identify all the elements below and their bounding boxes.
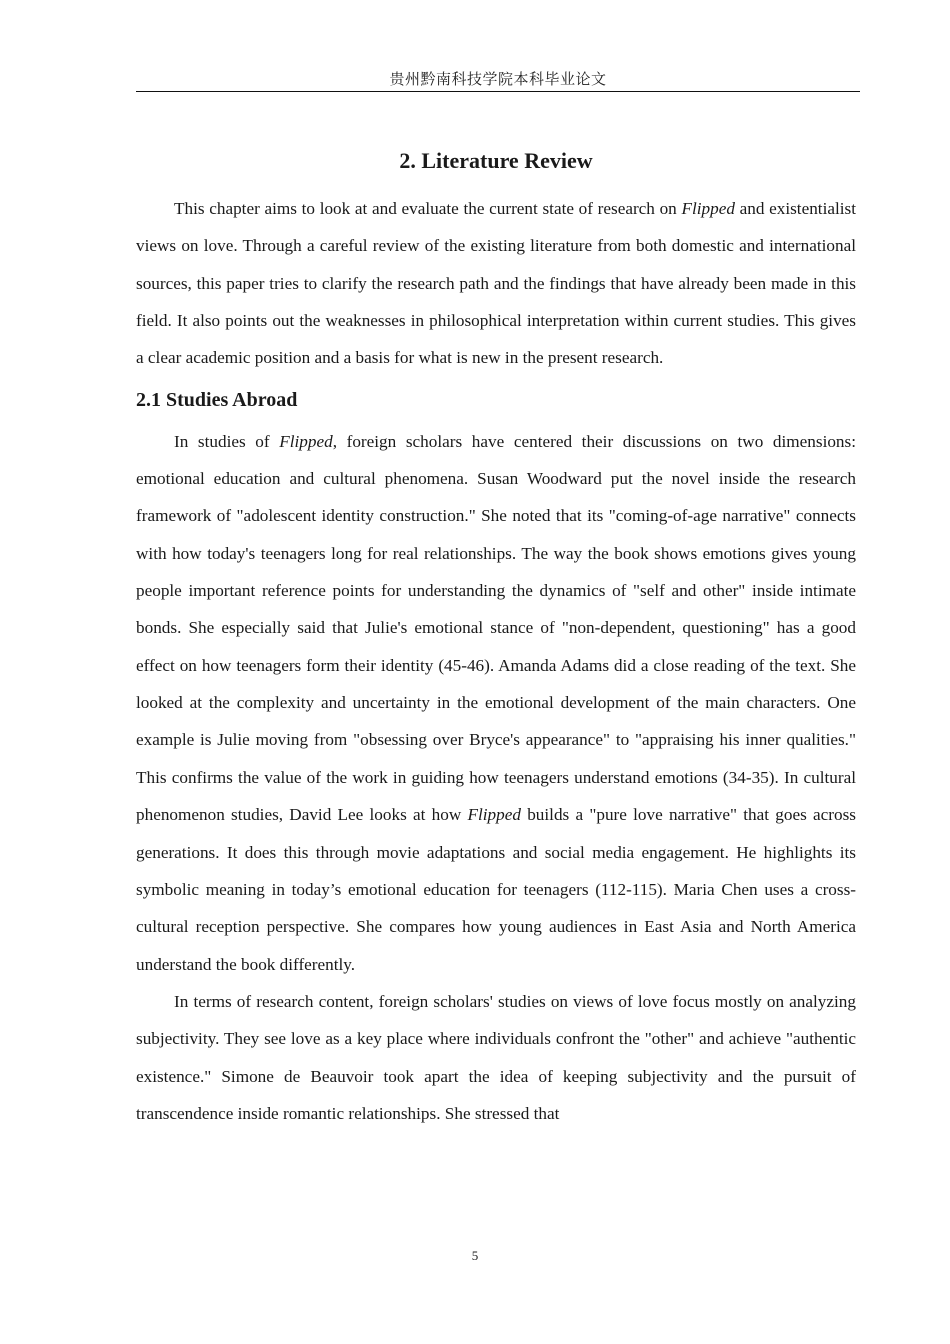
header-rule (136, 91, 860, 92)
running-header: 贵州黔南科技学院本科毕业论文 (389, 72, 607, 88)
chapter-title: 2. Literature Review (399, 148, 593, 173)
intro-paragraph (136, 190, 856, 377)
section-heading: 2.1 Studies Abroad (136, 388, 298, 411)
body-paragraph-1 (136, 423, 856, 983)
body-paragraph-2: In terms of research content, foreign scholars' studies on views of love focus mostly on analyzing subjectivity. They see love as a key place where individuals confront the "other" and achieve "authentic existence." Simone de Beauvoir took apart the idea of keeping subjectivity and the pursuit of transcendence inside romantic relationships. She stressed that (136, 991, 856, 1123)
page-number: 5 (471, 1248, 479, 1263)
paragraph-1-part-1: In studies of (174, 431, 280, 451)
intro-text-before: This chapter aims to look at and evaluate the current state of research on (174, 199, 682, 218)
intro-text-after: and existentialist views on love. Through a careful review of the existing literature from both domestic and international sources, this paper tries to clarify the research path and the findings that have already been made in this field. It also points out the weaknesses in philosophical interpretation within current studies. This gives a clear academic position and a basis for what is new in the present research. (136, 199, 856, 368)
paragraph-1-italic-1: Flipped (279, 431, 333, 451)
page-body (136, 140, 856, 1132)
paragraph-1-italic-2: Flipped (467, 805, 521, 825)
paragraph-1-part-3: builds a "pure love narrative" that goes across generations. It does this through movie adaptations and social media engagement. He highlights its symbolic meaning in today’s emotional education for teenagers (112-115). Maria Chen uses a cross-cultural reception perspective. She compares how young audiences in East Asia and North America understand the book differently. (136, 805, 856, 974)
intro-italic-title: Flipped (681, 199, 735, 218)
paragraph-1-part-2: , foreign scholars have centered their discussions on two dimensions: emotional education and cultural phenomena. Susan Woodward put the novel inside the research framework of "adolescent identity construction." She noted that its "coming-of-age narrative" connects with how today's teenagers long for real relationships. The way the book shows emotions gives young people important reference points for understanding the dynamics of "self and other" inside intimate bonds. She especially said that Julie's emotional stance of "non-dependent, questioning" has a good effect on how teenagers form their identity (45-46). Amanda Adams did a close reading of the text. She looked at the complexity and uncertainty in the emotional development of the main characters. One example is Julie moving from "obsessing over Bryce's appearance" to "appraising his inner qualities." This confirms the value of the work in guiding how teenagers understand emotions (34-35). In cultural phenomenon studies, David Lee looks at how (136, 431, 856, 825)
